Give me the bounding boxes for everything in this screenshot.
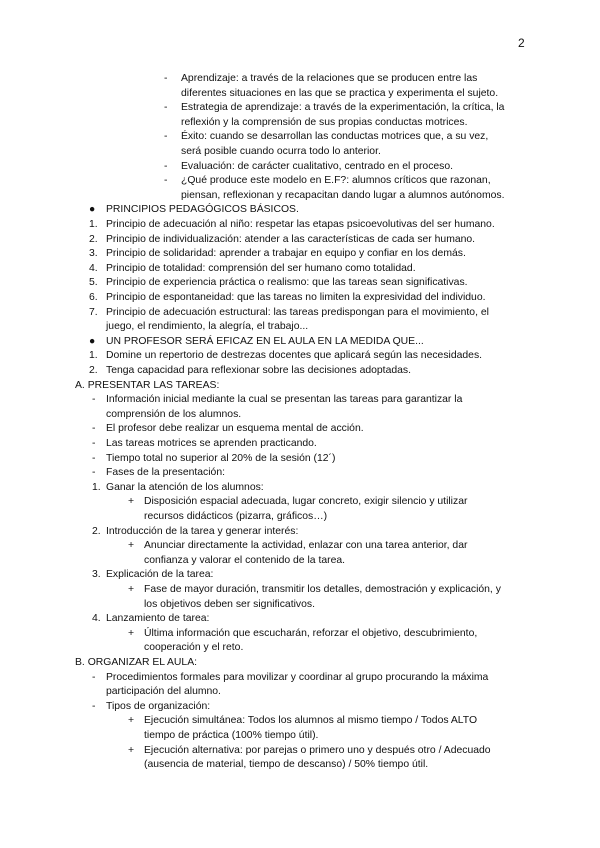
phase-detail-cont: los objetivos deben ser significativos. [144,598,315,610]
list-item: Principio de individualización: atender a las características de cada ser humano. [106,233,476,245]
section-a-title: A. PRESENTAR LAS TAREAS: [75,379,220,391]
list-item: ¿Qué produce este modelo en E.F?: alumnos críticos que razonan, [181,175,491,187]
list-item-marker: 2. [89,365,98,376]
list-item: Fases de la presentación: [106,467,225,479]
list-item: Aprendizaje: a través de la relaciones que se producen entre las [181,73,478,84]
phase-title: Ganar la atención de los alumnos: [106,481,264,493]
phase-detail-cont: confianza y valorar el contenido de la tarea. [144,554,346,566]
phase-detail: Última información que escucharán, reforzar el objetivo, descubrimiento, [144,627,478,639]
list-item-cont: juego, el rendimiento, la alegría, el trabajo... [106,321,309,333]
phase-title: Explicación de la tarea: [106,569,214,581]
list-item: Estrategia de aprendizaje: a través de la experimentación, la crítica, la [181,102,505,114]
list-item-marker: 2. [89,233,98,245]
section-heading: UN PROFESOR SERÁ EFICAZ EN EL AULA EN LA MEDIDA QUE... [106,335,424,347]
list-item-cont: participación del alumno. [106,686,221,698]
list-item: Principio de totalidad: comprensión del ser humano como totalidad. [106,262,416,274]
list-item-marker: - [164,102,168,114]
list-item-marker: - [92,671,96,683]
list-item-marker: 6. [89,292,98,303]
list-item-cont: comprensión de los alumnos. [106,408,242,420]
phase-detail-marker: + [128,496,135,508]
phase-detail: Fase de mayor duración, transmitir los detalles, demostración y explicación, y [144,584,501,595]
list-item-cont: será posible cuando ocurra todo lo anterior. [181,146,381,157]
phase-detail-marker: + [128,540,135,552]
section-b-title: B. ORGANIZAR EL AULA: [75,657,198,668]
list-item: Principio de adecuación estructural: las tareas predispongan para el movimiento, el [106,306,489,318]
list-item-marker: - [92,452,96,464]
list-item-marker: - [164,131,168,143]
list-item: Éxito: cuando se desarrollan las conductas motrices que, a su vez, [181,131,489,143]
phase-detail: Disposición espacial adecuada, lugar concreto, exigir silencio y utilizar [144,496,468,508]
list-item: Tenga capacidad para reflexionar sobre las decisiones adoptadas. [106,365,411,376]
list-item-marker: - [92,423,96,435]
list-item-marker: - [164,73,168,84]
section-heading: PRINCIPIOS PEDAGÓGICOS BÁSICOS. [106,204,299,216]
phase-title: Introducción de la tarea y generar interés: [106,525,299,537]
phase-title-marker: 4. [92,613,101,625]
phase-detail-marker: + [128,584,135,595]
list-item: Domine un repertorio de destrezas docentes que aplicará según las necesidades. [106,350,483,362]
list-item-marker: 4. [89,262,98,274]
list-item: Las tareas motrices se aprenden practicando. [106,438,317,449]
list-item: El profesor debe realizar un esquema mental de acción. [106,423,364,435]
list-item-marker: 3. [89,248,98,260]
list-item-marker: 5. [89,277,98,289]
organization-type-cont: tiempo de práctica (100% tiempo útil). [144,730,319,741]
section-heading-marker: ● [89,335,96,347]
list-item: Procedimientos formales para movilizar y coordinar al grupo procurando la máxima [106,671,489,683]
section-heading-marker: ● [89,204,96,216]
list-item: Tipos de organización: [106,700,211,712]
list-item: Tiempo total no superior al 20% de la sesión (12´) [106,452,336,464]
list-item-cont: reflexión y la comprensión de sus propias conductas motrices. [181,116,468,128]
organization-type-marker: + [128,744,135,756]
list-item-cont: diferentes situaciones en las que se practica y experimenta el sujeto. [181,87,499,99]
list-item: Principio de experiencia práctica o realismo: que las tareas sean significativas. [106,277,468,289]
list-item-cont: piensan, reflexionan y recapacitan dando lugar a alumnos autónomos. [181,189,505,201]
list-item: Evaluación: de carácter cualitativo, centrado en el proceso. [181,160,454,172]
list-item-marker: - [92,467,96,479]
organization-type: Ejecución simultánea: Todos los alumnos al mismo tiempo / Todos ALTO [144,715,478,727]
list-item-marker: - [164,160,168,172]
list-item-marker: - [92,438,96,449]
phase-title-marker: 1. [92,481,101,493]
page-number: 2 [518,36,525,50]
organization-type-cont: (ausencia de material, tiempo de descanso) / 50% tiempo útil. [144,759,429,771]
list-item-marker: 7. [89,306,98,318]
list-item: Información inicial mediante la cual se presentan las tareas para garantizar la [106,394,463,406]
list-item-marker: - [92,394,96,406]
list-item: Principio de espontaneidad: que las tareas no limiten la expresividad del individuo. [106,292,486,303]
organization-type-marker: + [128,715,135,727]
phase-detail-cont: cooperación y el reto. [144,642,244,654]
phase-title-marker: 2. [92,525,101,537]
phase-title-marker: 3. [92,569,101,581]
list-item-marker: 1. [89,219,98,230]
phase-detail-cont: recursos didácticos (pizarra, gráficos…) [144,511,328,522]
phase-detail: Anunciar directamente la actividad, enlazar con una tarea anterior, dar [144,540,468,552]
phase-detail-marker: + [128,627,135,639]
list-item: Principio de adecuación al niño: respetar las etapas psicoevolutivas del ser humano. [106,219,495,230]
list-item-marker: 1. [89,350,98,362]
list-item-marker: - [92,700,96,712]
list-item-marker: - [164,175,168,187]
list-item: Principio de solidaridad: aprender a trabajar en equipo y confiar en los demás. [106,248,466,260]
phase-title: Lanzamiento de tarea: [106,613,210,625]
organization-type: Ejecución alternativa: por parejas o primero uno y después otro / Adecuado [144,744,491,756]
